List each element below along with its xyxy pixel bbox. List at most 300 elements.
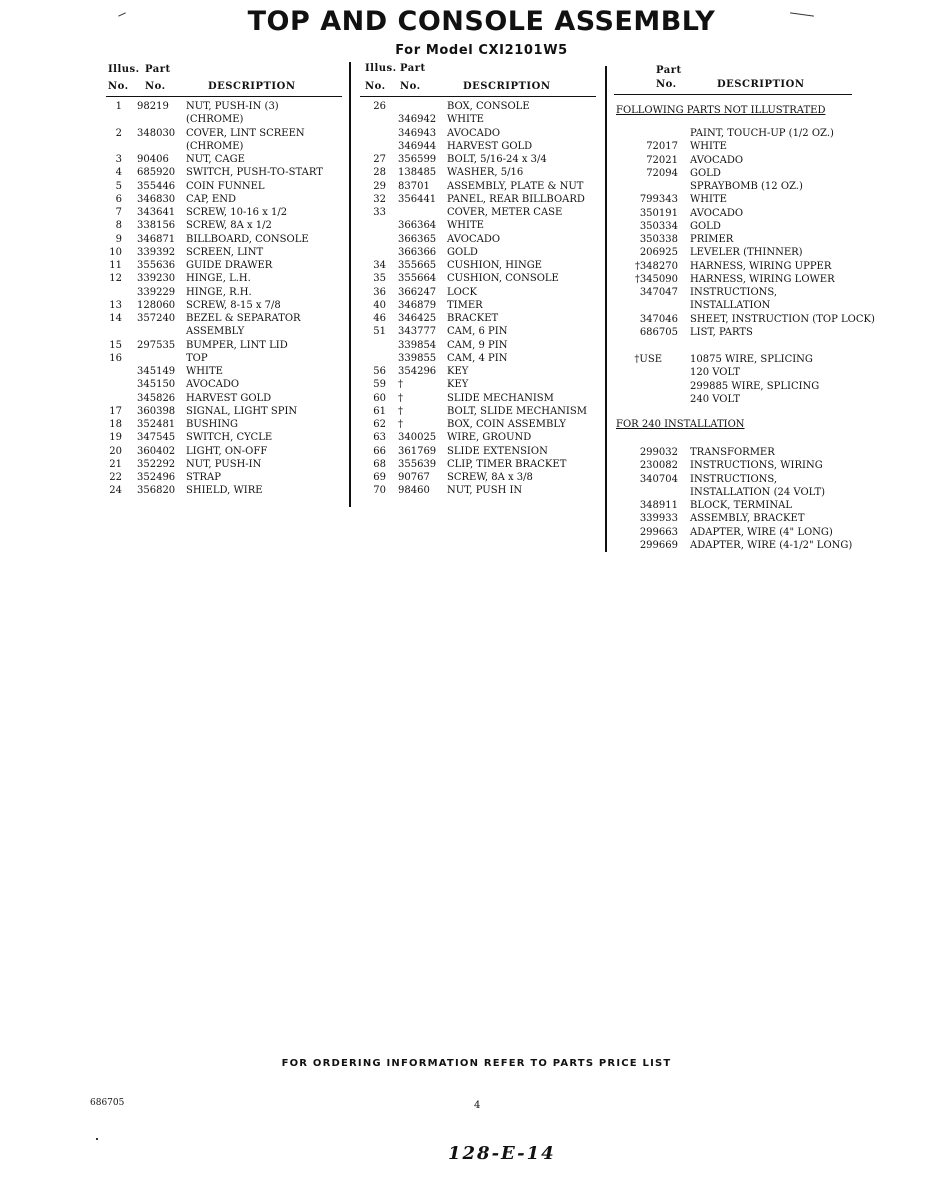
table-row: [106, 153, 346, 166]
illus-number: 5: [115, 180, 122, 192]
column-divider: [349, 62, 351, 507]
table-row: [360, 431, 600, 444]
table-row: [614, 273, 864, 286]
part-number: 343777: [398, 326, 437, 338]
part-description: COIN FUNNEL: [186, 180, 265, 192]
installation-240-list: [614, 446, 864, 552]
illus-number: 34: [373, 260, 386, 271]
table-row: [614, 446, 864, 459]
part-description: BLOCK, TERMINAL: [690, 500, 792, 511]
part-number: 352481: [137, 419, 176, 430]
illus-number: 27: [373, 154, 386, 165]
table-row: [614, 539, 864, 552]
part-description: SCREW, 8-15 x 7/8: [186, 299, 281, 311]
illus-number: 24: [109, 485, 122, 497]
part-number: 343641: [137, 207, 176, 218]
part-description: LOCK: [447, 286, 477, 298]
page-title: TOP AND CONSOLE ASSEMBLY: [247, 6, 716, 37]
not-illustrated-list: [614, 127, 875, 339]
part-number: 346944: [398, 140, 437, 152]
part-number: 366366: [398, 246, 437, 258]
part-description: AVOCADO: [690, 154, 744, 166]
part-number: †345090: [634, 273, 678, 285]
part-description: NUT, PUSH IN: [447, 485, 523, 497]
table-row: [614, 140, 864, 153]
part-number: 347046: [639, 313, 678, 325]
part-number: 72094: [646, 167, 678, 179]
part-number: 340704: [639, 473, 678, 485]
part-description: COVER, METER CASE: [447, 207, 563, 218]
part-number: 346871: [137, 233, 176, 245]
part-description: ADAPTER, WIRE (4" LONG): [690, 526, 833, 538]
table-row: [360, 246, 600, 259]
part-description: TRANSFORMER: [690, 447, 775, 458]
illus-number: 62: [373, 419, 386, 430]
part-description: WIRE, GROUND: [447, 432, 532, 444]
illus-number: 20: [109, 445, 122, 457]
part-number: 138485: [398, 167, 437, 179]
table-row: [106, 272, 346, 285]
part-number: 356599: [398, 154, 437, 165]
illus-number: 29: [373, 180, 386, 192]
table-row: [614, 246, 864, 259]
illus-number: 56: [373, 366, 386, 377]
part-description: 240 VOLT: [690, 393, 741, 405]
part-description: BUMPER, LINT LID: [186, 339, 288, 351]
table-row: [106, 193, 346, 206]
illus-number: 59: [373, 379, 386, 391]
part-description: LEVELER (THINNER): [690, 247, 803, 259]
col1-header-part-no: No.: [145, 81, 166, 92]
handwritten-code: 128-E-14: [448, 1143, 556, 1164]
table-row: [360, 418, 600, 431]
model-subtitle: For Model CXI2101W5: [395, 43, 568, 58]
page-number: 4: [474, 1100, 481, 1111]
part-description: 120 VOLT: [690, 367, 741, 379]
part-description: WASHER, 5/16: [447, 167, 524, 179]
part-number: 90767: [398, 472, 430, 483]
part-number: 345149: [137, 366, 176, 377]
part-description: CAM, 6 PIN: [447, 326, 508, 338]
illus-number: 66: [373, 445, 386, 457]
illus-number: 28: [373, 167, 386, 179]
part-description: HARNESS, WIRING UPPER: [690, 260, 832, 272]
table-row: [614, 220, 864, 233]
table-row: [360, 471, 600, 484]
table-row: [106, 458, 346, 471]
col2-header-rule: [360, 96, 596, 97]
table-row: [106, 431, 346, 444]
illus-number: 13: [109, 299, 122, 311]
part-description: 10875 WIRE, SPLICING: [690, 354, 813, 365]
illus-number: 1: [115, 101, 122, 112]
table-row: [106, 352, 346, 365]
part-description: TIMER: [447, 299, 483, 311]
part-description: HINGE, R.H.: [186, 286, 252, 298]
table-row: [106, 418, 346, 431]
table-row: [360, 193, 600, 206]
splicing-use-list: [614, 353, 864, 406]
part-description: TOP: [186, 352, 208, 364]
table-row: [106, 259, 346, 272]
part-description: SIGNAL, LIGHT SPIN: [186, 405, 298, 417]
table-row: [106, 140, 346, 153]
part-number: 366364: [398, 220, 437, 232]
part-description: BRACKET: [447, 313, 499, 324]
part-number: 355664: [398, 273, 437, 285]
illus-number: 60: [373, 392, 386, 404]
table-row: [614, 233, 864, 246]
table-row: [614, 499, 864, 512]
part-description: NUT, PUSH-IN (3): [186, 101, 279, 112]
part-description: KEY: [447, 379, 469, 391]
illus-number: 12: [109, 273, 122, 285]
table-row: [106, 180, 346, 193]
part-description: SHEET, INSTRUCTION (TOP LOCK): [690, 313, 875, 325]
part-number: 352292: [137, 458, 176, 470]
part-description: BOX, COIN ASSEMBLY: [447, 419, 566, 430]
table-row: [614, 313, 875, 326]
col3-header-description: DESCRIPTION: [717, 79, 805, 90]
col2-header-no: No.: [365, 81, 386, 92]
col3-header-rule: [614, 94, 852, 95]
part-description: PAINT, TOUCH-UP (1/2 OZ.): [690, 128, 834, 139]
part-description: GUIDE DRAWER: [186, 260, 273, 271]
part-description: BOLT, SLIDE MECHANISM: [447, 405, 587, 417]
part-number: 348030: [137, 127, 176, 139]
part-description: WHITE: [186, 366, 223, 377]
part-description: INSTRUCTIONS,: [690, 473, 778, 485]
illus-number: 69: [373, 472, 386, 483]
part-number: †: [398, 379, 403, 391]
part-number: 355665: [398, 260, 437, 271]
part-description: BOX, CONSOLE: [447, 101, 530, 112]
part-number: 346942: [398, 114, 437, 126]
illus-number: 14: [109, 313, 122, 324]
illus-number: 6: [115, 193, 122, 205]
table-row: [360, 339, 600, 352]
section-240-title: FOR 240 INSTALLATION: [616, 419, 745, 430]
part-description: AVOCADO: [186, 379, 240, 391]
table-row: [360, 272, 600, 285]
table-row: [106, 325, 346, 338]
part-description: SPRAYBOMB (12 OZ.): [690, 181, 803, 192]
part-description: GOLD: [690, 167, 721, 179]
part-number: 350338: [639, 234, 678, 245]
table-row: [360, 458, 600, 471]
table-row: [614, 207, 864, 220]
part-description: ASSEMBLY, BRACKET: [690, 513, 805, 525]
col2-header-description: DESCRIPTION: [463, 81, 551, 92]
part-number: 230082: [639, 460, 678, 472]
part-description: KEY: [447, 366, 469, 377]
part-description: CAP, END: [186, 193, 236, 205]
part-description: PRIMER: [690, 234, 734, 245]
part-description: INSTALLATION (24 VOLT): [690, 486, 826, 498]
part-description: HARNESS, WIRING LOWER: [690, 273, 835, 285]
table-row: [614, 393, 864, 406]
table-row: [106, 365, 346, 378]
table-row: [106, 113, 346, 126]
part-description: CUSHION, HINGE: [447, 260, 542, 271]
illus-number: 32: [373, 193, 386, 205]
part-number: 346425: [398, 313, 437, 324]
table-row: [106, 246, 346, 259]
illus-number: 3: [115, 154, 122, 165]
part-description: BUSHING: [186, 419, 239, 430]
part-number: 339855: [398, 352, 437, 364]
part-number: 297535: [137, 339, 176, 351]
table-row: [106, 378, 346, 391]
table-row: [360, 392, 600, 405]
part-description: WHITE: [447, 114, 484, 126]
table-row: [360, 127, 600, 140]
part-number: †: [398, 405, 403, 417]
part-description: CLIP, TIMER BRACKET: [447, 458, 567, 470]
part-number: 98460: [398, 485, 430, 497]
illus-number: 68: [373, 458, 386, 470]
part-number: †: [398, 419, 403, 430]
illus-number: 33: [373, 207, 386, 218]
part-description: AVOCADO: [447, 127, 501, 139]
illus-number: 15: [109, 339, 122, 351]
part-description: CAM, 4 PIN: [447, 352, 508, 364]
part-number: 346943: [398, 127, 437, 139]
part-description: SCREW, 8A x 1/2: [186, 220, 272, 232]
part-description: GOLD: [690, 220, 721, 232]
part-number: 339854: [398, 339, 437, 351]
part-number: 346879: [398, 299, 437, 311]
table-row: [106, 471, 346, 484]
part-description: AVOCADO: [447, 233, 501, 245]
table-row: [614, 127, 864, 140]
part-number: 339230: [137, 273, 176, 285]
part-description: LIST, PARTS: [690, 326, 753, 338]
part-number: 357240: [137, 313, 176, 324]
part-description: BOLT, 5/16-24 x 3/4: [447, 154, 547, 165]
table-row: [614, 526, 864, 539]
table-row: [614, 459, 864, 472]
part-description: AVOCADO: [690, 207, 744, 219]
table-row: [106, 166, 346, 179]
part-number: 354296: [398, 366, 437, 377]
table-row: [360, 206, 600, 219]
part-number: 360402: [137, 445, 176, 457]
table-row: [106, 100, 346, 113]
illus-number: 18: [109, 419, 122, 430]
part-number: 366247: [398, 286, 437, 298]
table-row: [360, 378, 600, 391]
col2-header-part: Part: [400, 63, 426, 74]
table-row: [360, 325, 600, 338]
col1-header-rule: [106, 96, 342, 97]
table-row: [614, 366, 864, 379]
table-row: [360, 100, 600, 113]
table-row: [360, 352, 600, 365]
part-description: SWITCH, CYCLE: [186, 432, 273, 444]
part-description: PANEL, REAR BILLBOARD: [447, 193, 585, 205]
illus-number: 26: [373, 101, 386, 112]
part-number: 299663: [639, 526, 678, 538]
table-row: [106, 392, 346, 405]
illus-number: 10: [109, 246, 122, 258]
part-description: WHITE: [690, 194, 727, 206]
part-description: ADAPTER, WIRE (4-1/2" LONG): [690, 539, 853, 551]
table-row: [106, 445, 346, 458]
table-row: [614, 286, 864, 299]
part-description: BILLBOARD, CONSOLE: [186, 233, 309, 245]
table-row: [360, 166, 600, 179]
part-description: WHITE: [447, 220, 484, 232]
table-row: [106, 127, 346, 140]
col1-parts-list: [106, 100, 346, 498]
table-row: [360, 113, 600, 126]
part-description: SLIDE EXTENSION: [447, 445, 548, 457]
part-description: SWITCH, PUSH-TO-START: [186, 167, 323, 179]
col1-header-no: No.: [108, 81, 129, 92]
illus-number: 9: [115, 233, 122, 245]
part-number: 98219: [137, 101, 169, 112]
part-description: (CHROME): [186, 140, 244, 152]
part-number: 360398: [137, 405, 176, 417]
ordering-info-note: FOR ORDERING INFORMATION REFER TO PARTS PRICE LIST: [281, 1058, 672, 1069]
part-description: SCREW, 8A x 3/8: [447, 472, 533, 483]
table-row: [614, 473, 864, 486]
part-number: 799343: [639, 194, 678, 206]
part-description: INSTRUCTIONS, WIRING: [690, 460, 823, 472]
table-row: [614, 353, 864, 366]
table-row: [360, 153, 600, 166]
part-description: INSTALLATION: [690, 300, 771, 312]
part-number: 339229: [137, 286, 176, 298]
table-row: [614, 512, 864, 525]
table-row: [614, 193, 864, 206]
illus-number: 16: [109, 352, 122, 364]
illus-number: 51: [373, 326, 386, 338]
part-number: 356441: [398, 193, 437, 205]
part-description: SCREEN, LINT: [186, 246, 264, 258]
part-number: 350334: [639, 220, 678, 232]
part-number: †: [398, 392, 403, 404]
part-number: 206925: [639, 247, 678, 259]
column-divider: [605, 66, 607, 552]
col1-header-description: DESCRIPTION: [208, 81, 296, 92]
part-description: NUT, PUSH-IN: [186, 458, 262, 470]
part-number: 338156: [137, 220, 176, 232]
part-number: 72017: [646, 141, 678, 153]
table-row: [614, 486, 864, 499]
table-row: [360, 286, 600, 299]
part-number: 347047: [639, 287, 678, 298]
part-number: 346830: [137, 193, 176, 205]
illus-number: 36: [373, 286, 386, 298]
part-number: †USE: [634, 354, 662, 365]
section-not-illustrated-title: FOLLOWING PARTS NOT ILLUSTRATED: [616, 105, 826, 116]
col3-header-part-no: No.: [656, 79, 677, 90]
part-number: 83701: [398, 180, 430, 192]
col1-header-illus: Illus.: [108, 64, 140, 75]
part-number: 348911: [639, 500, 678, 511]
illus-number: 8: [115, 220, 122, 232]
part-number: 340025: [398, 432, 437, 444]
part-number: 356820: [137, 485, 176, 497]
table-row: [614, 326, 864, 339]
illus-number: 70: [373, 485, 386, 497]
table-row: [106, 339, 346, 352]
table-row: [106, 286, 346, 299]
part-number: †348270: [634, 260, 678, 272]
table-row: [360, 180, 600, 193]
part-number: 90406: [137, 154, 169, 165]
part-description: INSTRUCTIONS,: [690, 287, 778, 298]
table-row: [360, 299, 600, 312]
part-description: HINGE, L.H.: [186, 273, 251, 285]
col2-header-illus: Illus.: [365, 63, 397, 74]
part-number: 352496: [137, 472, 176, 483]
part-description: BEZEL & SEPARATOR: [186, 313, 301, 324]
illus-number: 17: [109, 405, 122, 417]
illus-number: 21: [109, 458, 122, 470]
part-number: 299669: [639, 539, 678, 551]
illus-number: 2: [115, 127, 122, 139]
illus-number: 7: [115, 207, 122, 218]
illus-number: 46: [373, 313, 386, 324]
illus-number: 63: [373, 432, 386, 444]
table-row: [360, 365, 600, 378]
illus-number: 35: [373, 273, 386, 285]
table-row: [106, 405, 346, 418]
part-number: 366365: [398, 233, 437, 245]
table-row: [360, 484, 600, 497]
table-row: [106, 299, 346, 312]
part-number: 686705: [639, 326, 678, 338]
part-description: CAM, 9 PIN: [447, 339, 508, 351]
document-number: 686705: [90, 1098, 125, 1108]
part-description: SLIDE MECHANISM: [447, 392, 554, 404]
part-description: COVER, LINT SCREEN: [186, 127, 305, 139]
part-number: 350191: [639, 207, 678, 219]
part-number: 345826: [137, 392, 176, 404]
table-row: [106, 312, 346, 325]
part-number: 345150: [137, 379, 176, 391]
scan-mark: [96, 1138, 98, 1140]
part-description: SCREW, 10-16 x 1/2: [186, 207, 288, 218]
table-row: [106, 219, 346, 232]
part-description: (CHROME): [186, 114, 244, 126]
part-number: 128060: [137, 299, 176, 311]
table-row: [106, 484, 346, 497]
table-row: [614, 380, 864, 393]
table-row: [614, 154, 864, 167]
part-number: 685920: [137, 167, 176, 179]
table-row: [360, 219, 600, 232]
table-row: [360, 140, 600, 153]
col3-header-part: Part: [656, 65, 682, 76]
part-number: 339392: [137, 246, 176, 258]
part-description: SHIELD, WIRE: [186, 485, 263, 497]
illus-number: 19: [109, 432, 122, 444]
part-description: CUSHION, CONSOLE: [447, 273, 559, 285]
part-description: STRAP: [186, 472, 221, 483]
part-number: 299032: [639, 447, 678, 458]
illus-number: 11: [109, 260, 122, 271]
col2-header-part-no: No.: [400, 81, 421, 92]
col2-parts-list: [360, 100, 600, 498]
part-number: 72021: [646, 154, 678, 166]
part-number: 339933: [639, 513, 678, 525]
part-number: 355636: [137, 260, 176, 271]
table-row: [360, 233, 600, 246]
